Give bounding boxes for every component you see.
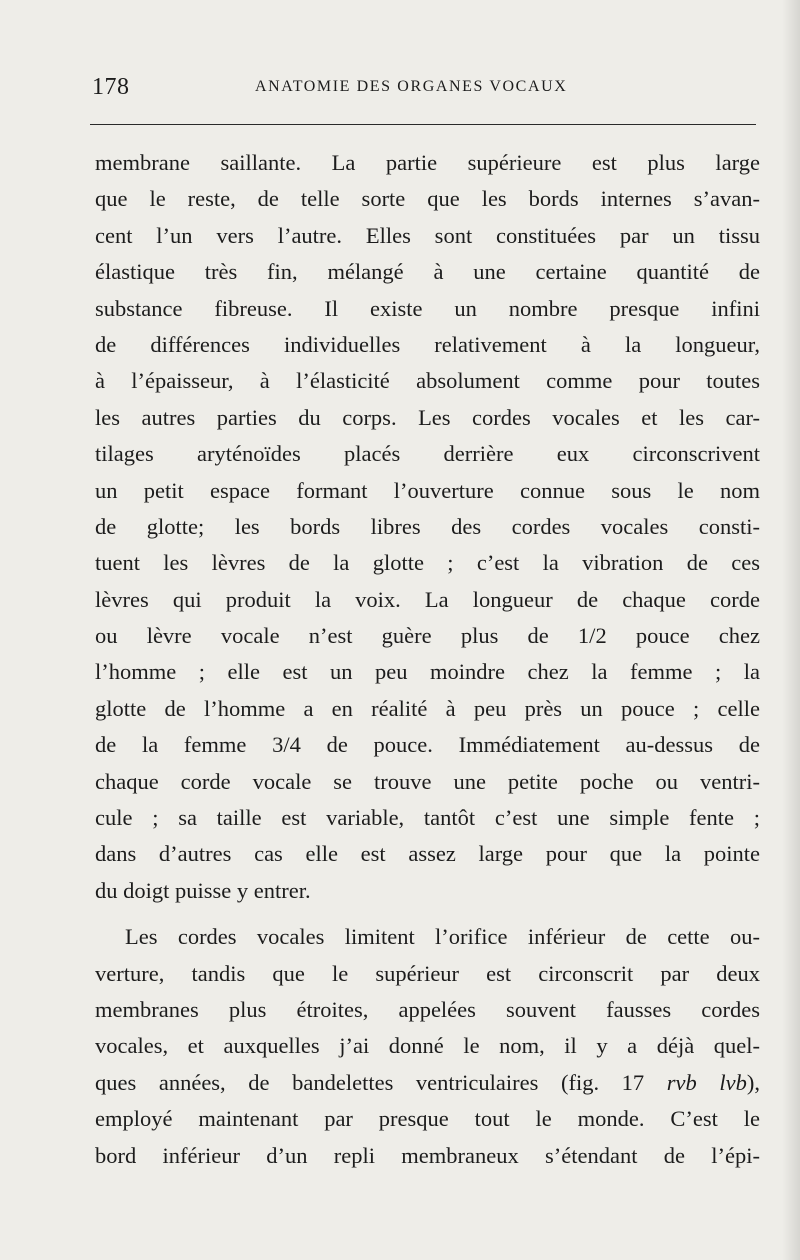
text-line: ou lèvre vocale n’est guère plus de 1/2 pouce chez — [95, 623, 760, 649]
text-line: tilages aryténoïdes placés derrière eux circonscrivent — [95, 441, 760, 467]
text-line: employé maintenant par presque tout le monde. C’est le — [95, 1106, 760, 1132]
text-line: de différences individuelles relativement à la longueur, — [95, 331, 760, 357]
text-line: verture, tandis que le supérieur est circonscrit par deux — [95, 960, 760, 986]
text-line: bord inférieur d’un repli membraneux s’étendant de l’épi- — [95, 1142, 760, 1168]
paragraph-gap — [95, 909, 760, 919]
text-line: du doigt puisse y entrer. — [95, 877, 311, 903]
page-number: 178 — [92, 74, 130, 100]
text-line: à l’épaisseur, à l’élasticité absolument comme pour toutes — [95, 368, 760, 394]
text-line: tuent les lèvres de la glotte ; c’est la vibration de ces — [95, 550, 760, 576]
header-rule — [90, 124, 756, 125]
text-line: membranes plus étroites, appelées souvent fausses cordes — [95, 996, 760, 1022]
text-fragment: ), — [746, 1069, 760, 1095]
text-line: de glotte; les bords libres des cordes vocales consti- — [95, 513, 760, 539]
text-line: substance fibreuse. Il existe un nombre presque infini — [95, 295, 760, 321]
text-line: que le reste, de telle sorte que les bords internes s’avan- — [95, 186, 760, 212]
text-line: les autres parties du corps. Les cordes vocales et les car- — [95, 404, 760, 430]
text-line: de la femme 3/4 de pouce. Immédiatement au-dessus de — [95, 732, 760, 758]
text-line: un petit espace formant l’ouverture connue sous le nom — [95, 477, 760, 503]
text-line: l’homme ; elle est un peu moindre chez la femme ; la — [95, 659, 760, 685]
body-text — [95, 145, 760, 1174]
text-line: cent l’un vers l’autre. Elles sont constituées par un tissu — [95, 222, 760, 248]
text-line: élastique très fin, mélangé à une certaine quantité de — [95, 259, 760, 285]
text-line: membrane saillante. La partie supérieure est plus large — [95, 150, 760, 175]
figure-label-italic: rvb lvb — [666, 1069, 747, 1095]
text-line: lèvres qui produit la voix. La longueur de chaque corde — [95, 586, 760, 612]
text-line-figure-reference — [95, 1065, 760, 1101]
text-fragment: ques années, de bandelettes ventriculaires (fig. 17 — [95, 1069, 667, 1095]
running-title: ANATOMIE DES ORGANES VOCAUX — [255, 78, 568, 95]
text-line: vocales, et auxquelles j’ai donné le nom, il y a déjà quel- — [95, 1033, 760, 1059]
text-line: Les cordes vocales limitent l’orifice inférieur de cette ou- — [125, 924, 760, 950]
text-line: chaque corde vocale se trouve une petite poche ou ventri- — [95, 768, 760, 794]
page-edge-shadow — [782, 0, 800, 1260]
text-line: cule ; sa taille est variable, tantôt c’est une simple fente ; — [95, 805, 760, 831]
text-line: glotte de l’homme a en réalité à peu près un pouce ; celle — [95, 695, 760, 721]
text-line: dans d’autres cas elle est assez large pour que la pointe — [95, 841, 760, 867]
